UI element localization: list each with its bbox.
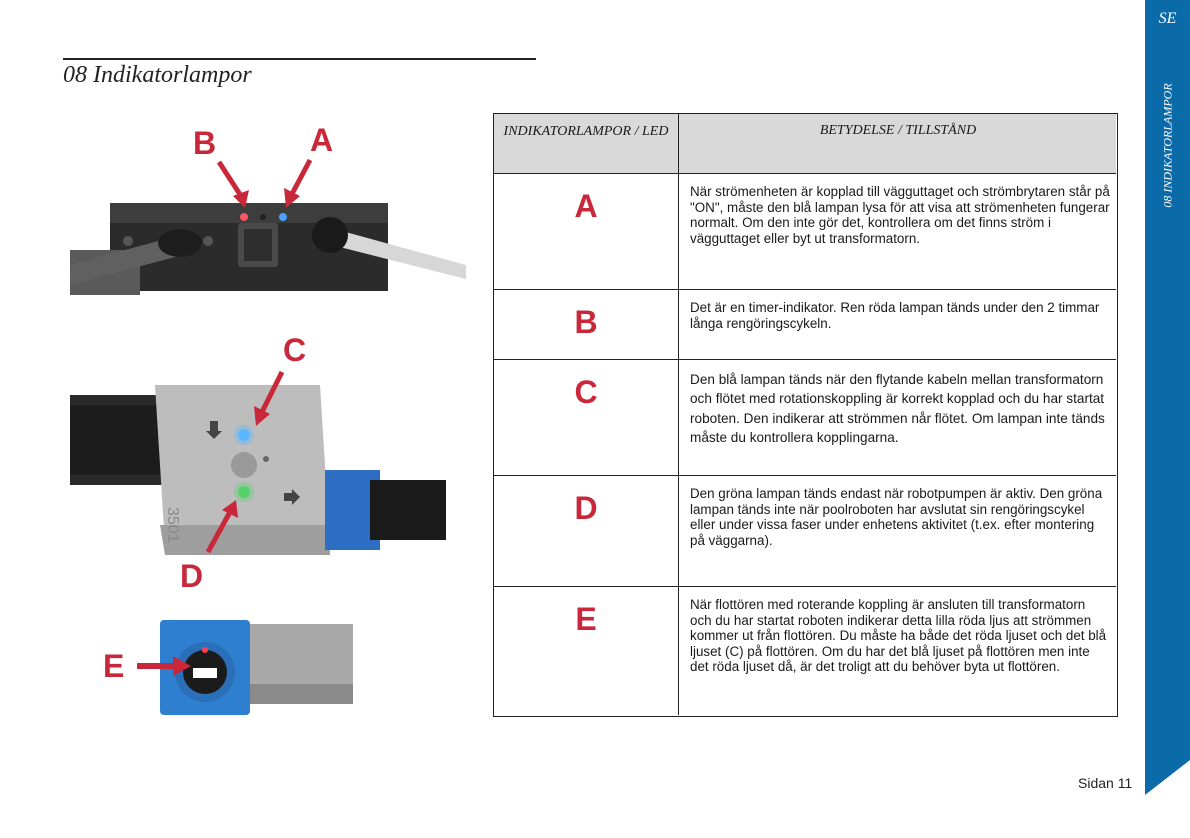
header-indicator: INDIKATORLAMPOR / LED [494, 114, 679, 173]
header-meaning: BETYDELSE / TILLSTÅND [819, 123, 977, 138]
table-header [494, 114, 1116, 174]
arrow-c [250, 370, 290, 428]
language-code: SE [1158, 10, 1177, 27]
title-rule [63, 58, 536, 60]
page-title: 08 Indikatorlampor [63, 62, 252, 88]
arrow-b [215, 160, 255, 210]
module-number: 3501 [164, 507, 181, 543]
table-row [494, 290, 1116, 360]
arrow-d [200, 498, 242, 554]
photo-label-c: C [283, 332, 307, 368]
row-label: C [494, 360, 679, 475]
row-text: Den blå lampan tänds när den flytande kabeln mellan transformatorn och flötet med rotationskoppling är korrekt kopplad och du har startat roboten. Den indikerar att strömmen når flötet. Om lampan inte tänds måste du kontrollera kopplingarna. [690, 372, 1105, 446]
photo-label-b: B [193, 125, 217, 161]
arrow-a [278, 158, 318, 210]
photo-label-a: A [310, 122, 334, 158]
row-text: Den gröna lampan tänds endast när robotpumpen är aktiv. Den gröna lampan tänds inte när poolroboten har avslutat sin rengöringscykel eller under vissa faser under enhetens aktivitet (t.ex. efter montering på väggarna). [690, 486, 1103, 548]
photo-label-e: E [103, 648, 125, 684]
photo-label-d: D [180, 558, 204, 594]
table-row [494, 476, 1116, 587]
indicator-table [493, 113, 1118, 717]
table-row [494, 360, 1116, 476]
side-section-label: 08 INDIKATORLAMPOR [1160, 83, 1175, 208]
row-label: B [494, 290, 679, 359]
row-text: När flottören med roterande koppling är ansluten till transformatorn och du har startat roboten indikerar detta lilla röda ljus att strömmen kommer ut från flottören. Du måste ha både det röda ljuset och det blå ljuset (C) på flottören. Om du har det blå ljuset på flottören men inte det röda ljuset då, är det troligt att du behöver byta ut flottören. [690, 597, 1107, 675]
arrow-e [137, 654, 193, 678]
row-text: När strömenheten är kopplad till vägguttaget och strömbrytaren står på "ON", måste den blå lampan lysa för att visa att strömenheten fungerar normalt. Om den inte gör det, kontrollera om det finns ström i vägguttaget eller byt ut transformatorn. [690, 184, 1110, 246]
transformer-photo [70, 195, 466, 295]
row-label: D [494, 476, 679, 586]
row-label: E [494, 587, 679, 715]
row-label: A [494, 174, 679, 289]
row-text: Det är en timer-indikator. Ren röda lampan tänds under den 2 timmar långa rengöringscykeln. [690, 300, 1100, 331]
table-row [494, 587, 1116, 715]
table-row [494, 174, 1116, 290]
page-number: Sidan 11 [1078, 775, 1133, 791]
